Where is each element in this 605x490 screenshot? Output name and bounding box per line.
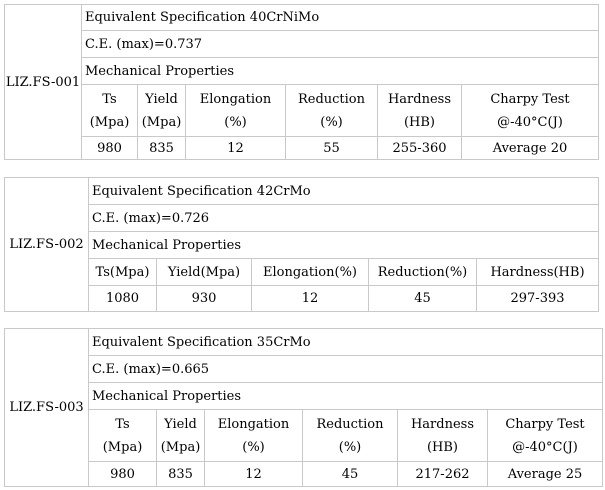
header-hardness: Hardness(HB) [490,264,585,280]
value-yield: 930 [157,286,252,311]
mechanical-properties-label: Mechanical Properties [82,58,598,85]
carbon-equivalent: C.E. (max)=0.737 [82,31,598,58]
header-reduction: Reduction(%) [369,259,477,285]
value-elongation: 12 [186,137,286,159]
header-yield: Yield (Mpa) [157,410,205,461]
mechanical-properties-label: Mechanical Properties [89,232,598,259]
value-elongation: 12 [205,462,303,486]
value-yield: 835 [157,462,205,486]
header-elongation: Elongation (%) [186,85,286,136]
header-hardness: Hardness (HB) [398,410,488,461]
header-row [89,410,602,462]
value-hardness: 217-262 [398,462,488,486]
spec-block-2 [4,177,599,312]
spec-code: LIZ.FS-002 [5,178,89,311]
value-yield: 835 [138,137,186,159]
header-charpy: Charpy Test @-40°C(J) [505,416,585,455]
value-charpy: Average 20 [492,140,568,156]
value-ts: 980 [82,137,138,159]
header-reduction: Reduction (%) [303,410,398,461]
header-ts: Ts (Mpa) [89,410,157,461]
header-elongation: Elongation (%) [205,410,303,461]
values-row [89,286,598,311]
header-ts: Ts (Mpa) [82,85,138,136]
value-reduction: 45 [303,462,398,486]
values-row [82,137,598,159]
spec-code: LIZ.FS-001 [5,5,82,159]
equivalent-spec: Equivalent Specification 40CrNiMo [82,5,598,31]
value-reduction: 45 [369,286,477,311]
carbon-equivalent: C.E. (max)=0.665 [89,356,602,383]
value-hardness: 297-393 [510,291,565,306]
value-ts: 980 [89,462,157,486]
carbon-equivalent: C.E. (max)=0.726 [89,205,598,232]
header-yield: Yield(Mpa) [157,259,252,285]
value-elongation: 12 [252,286,369,311]
header-hardness: Hardness (HB) [378,85,462,136]
header-row [82,85,598,137]
value-reduction: 55 [286,137,378,159]
header-yield: Yield (Mpa) [138,85,186,136]
spec-block-3 [4,328,603,487]
spec-code: LIZ.FS-003 [5,329,89,486]
header-ts: Ts(Mpa) [89,259,157,285]
equivalent-spec: Equivalent Specification 35CrMo [89,329,602,356]
value-charpy: Average 25 [507,466,583,482]
header-elongation: Elongation(%) [252,259,369,285]
value-ts: 1080 [89,286,157,311]
mechanical-properties-label: Mechanical Properties [89,383,602,410]
header-reduction: Reduction (%) [286,85,378,136]
equivalent-spec: Equivalent Specification 42CrMo [89,178,598,205]
spec-block-1 [4,4,599,160]
values-row [89,462,602,486]
value-hardness: 255-360 [378,137,462,159]
header-row [89,259,598,286]
header-charpy: Charpy Test @-40°C(J) [490,91,570,130]
